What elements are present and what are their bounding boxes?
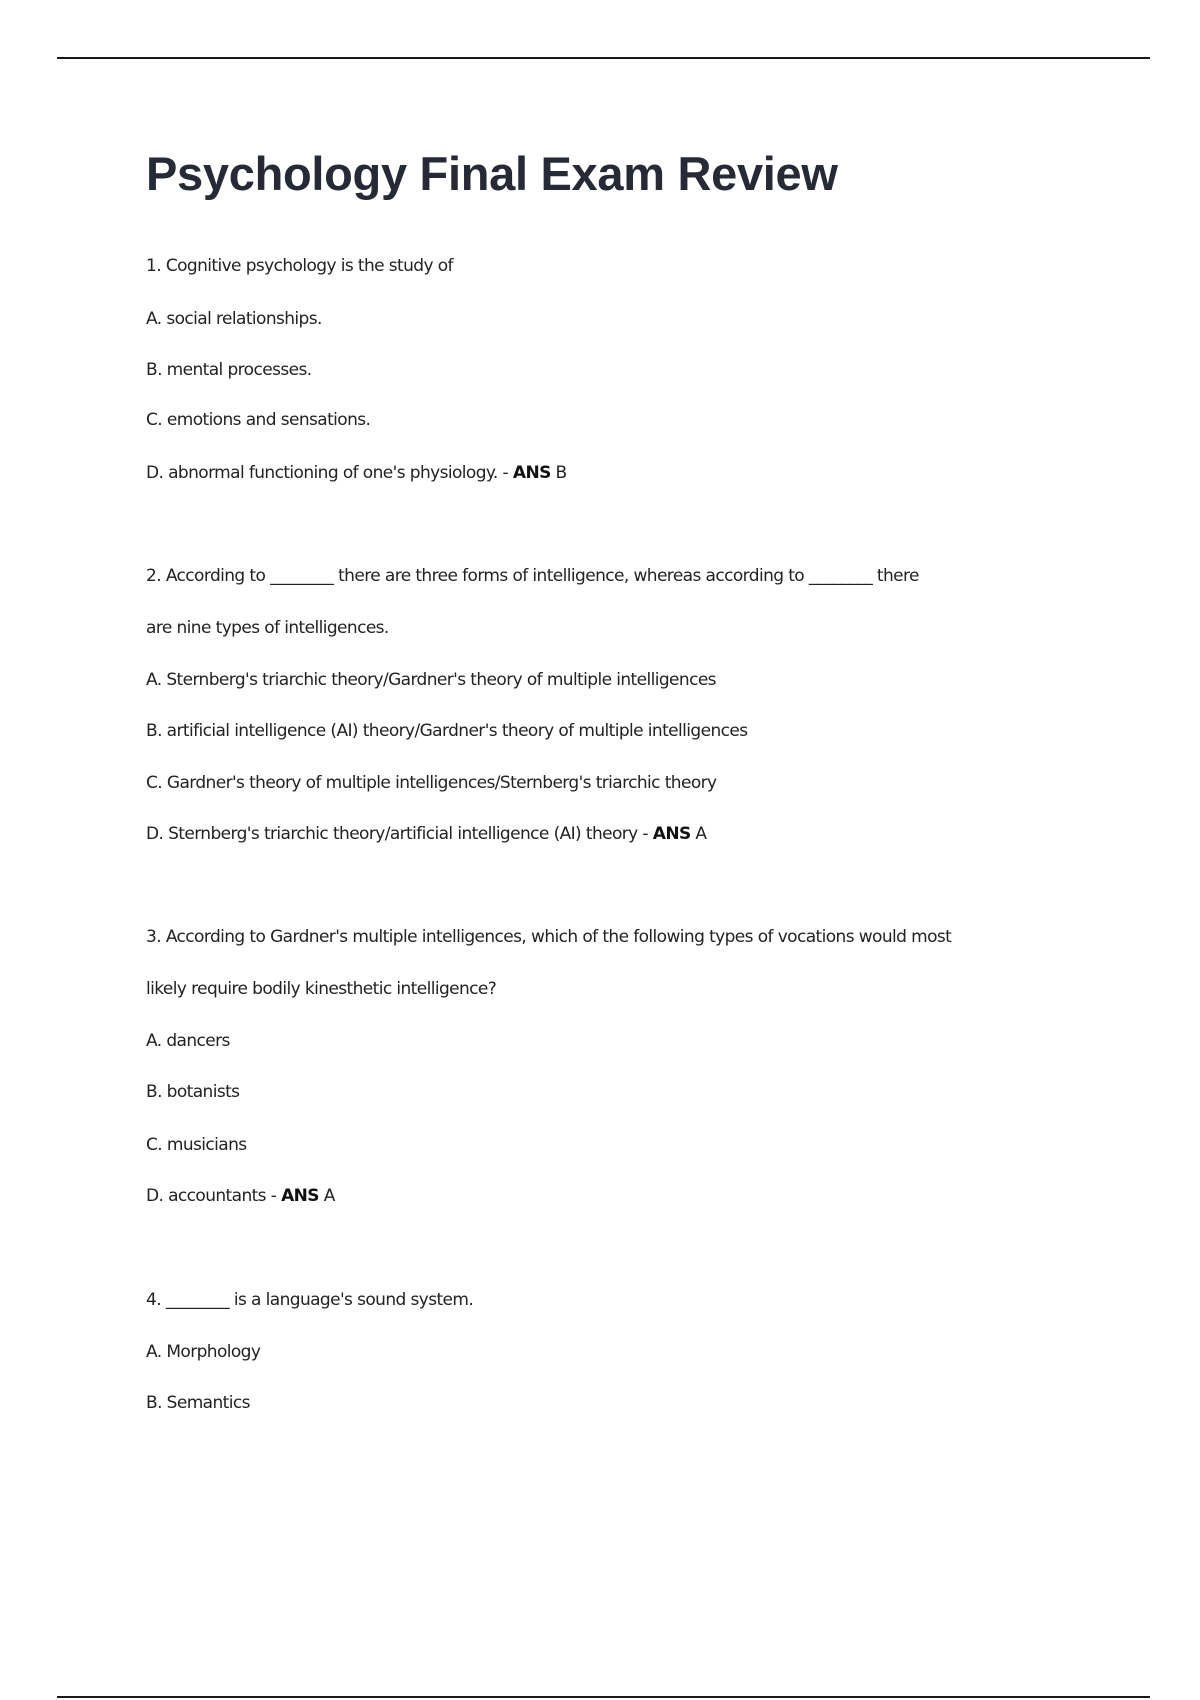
question-stem: 4. ________ is a language's sound system. [146,1290,474,1310]
option-c: C. musicians [146,1135,247,1155]
option-d [146,824,706,844]
option-b: B. botanists [146,1082,240,1102]
header-rule [57,57,1150,59]
option-c: C. Gardner's theory of multiple intelligences/Sternberg's triarchic theory [146,773,717,793]
answer-value: A [318,1186,335,1206]
option-a: A. Sternberg's triarchic theory/Gardner's theory of multiple intelligences [146,670,716,690]
option-a: A. Morphology [146,1342,261,1362]
question-stem-cont: likely require bodily kinesthetic intelligence? [146,979,497,999]
option-a: A. social relationships. [146,309,322,329]
question-stem: 3. According to Gardner's multiple intelligences, which of the following types of vocations would most [146,927,952,947]
option-d [146,463,567,483]
page-title: Psychology Final Exam Review [146,147,838,200]
answer-value: B [550,463,567,483]
question-stem: 1. Cognitive psychology is the study of [146,256,453,276]
option-d-text: D. Sternberg's triarchic theory/artificial intelligence (AI) theory - [146,824,653,844]
footer-rule [57,1696,1150,1698]
question-stem-cont: are nine types of intelligences. [146,618,389,638]
option-b: B. Semantics [146,1393,250,1413]
option-d-text: D. accountants - [146,1186,282,1206]
question-stem: 2. According to ________ there are three forms of intelligence, whereas according to ________ there [146,566,919,586]
answer-label: ANS [652,824,691,844]
option-c: C. emotions and sensations. [146,410,371,430]
option-d-text: D. abnormal functioning of one's physiology. - [146,463,513,483]
option-b: B. artificial intelligence (AI) theory/Gardner's theory of multiple intelligences [146,721,748,741]
option-a: A. dancers [146,1031,230,1051]
answer-label: ANS [281,1186,319,1206]
answer-label: ANS [512,463,551,483]
option-d [146,1186,335,1206]
option-b: B. mental processes. [146,360,312,380]
answer-value: A [690,824,707,844]
